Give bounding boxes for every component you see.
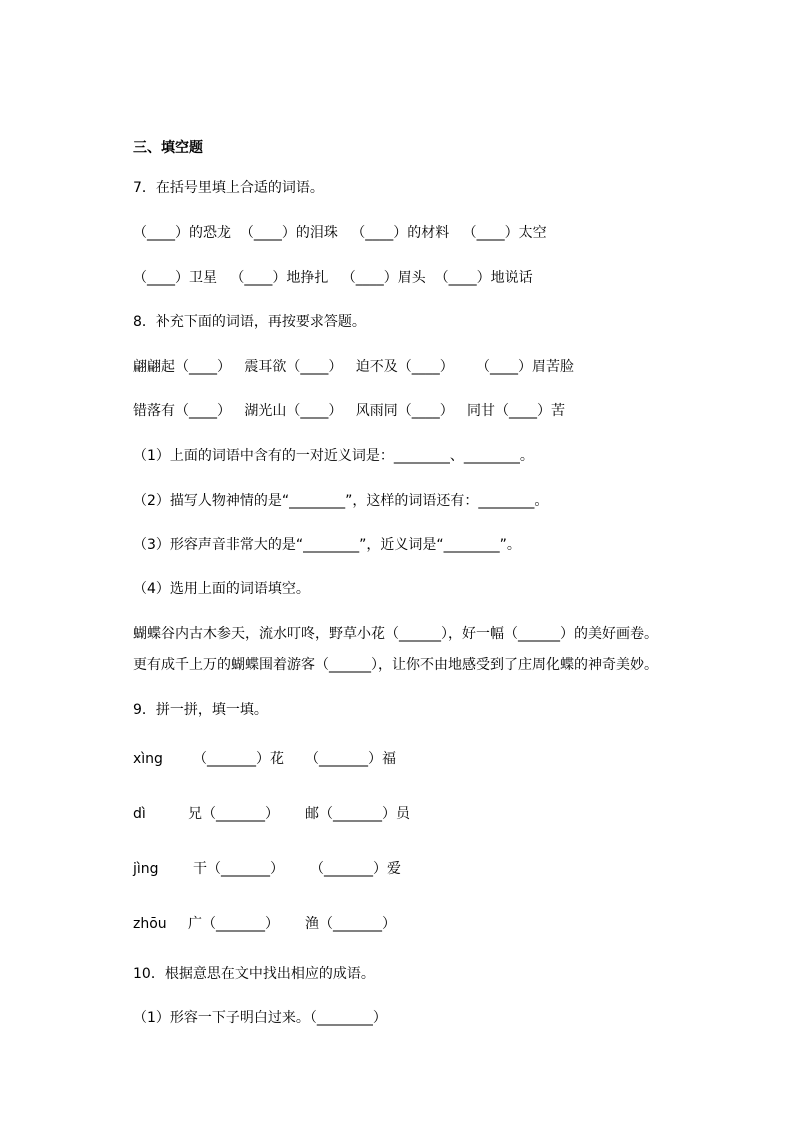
pinyin-label: jìng (133, 861, 159, 877)
question-8-sub-3: （3）形容声音非常大的是“________”，近义词是“________”。 (133, 537, 521, 553)
pinyin-blank: 广（_______） (188, 916, 279, 932)
pinyin-blank: 干（_______） (193, 861, 284, 877)
pinyin-blank: 兄（_______） (188, 806, 279, 822)
question-10-sub-1: （1）形容一下子明白过来。（________） (133, 1010, 387, 1026)
pinyin-blank: （_______）花 (193, 751, 284, 767)
question-8-passage-line-1: 蝴蝶谷内古木参天，流水叮咚，野草小花（______），好一幅（______）的美好画卷。 (133, 626, 658, 642)
question-7-row-1: （____）的恐龙 （____）的泪珠 （____）的材料 （____）太空 (133, 225, 547, 241)
pinyin-blank: （_______）福 (305, 751, 396, 767)
question-8-sub-4: （4）选用上面的词语填空。 (133, 581, 310, 597)
pinyin-blank: （_______）爱 (310, 861, 401, 877)
pinyin-label: dì (133, 806, 146, 822)
question-10-prompt: 10．根据意思在文中找出相应的成语。 (133, 966, 375, 982)
question-8-sub-1: （1）上面的词语中含有的一对近义词是：________、________。 (133, 448, 534, 464)
question-8-row-2: 错落有（____） 湖光山（____） 风雨同（____） 同甘（____）苦 (133, 403, 566, 419)
question-8-passage-line-2: 更有成千上万的蝴蝶围着游客（______），让你不由地感受到了庄周化蝶的神奇美妙。 (133, 657, 658, 673)
question-7-prompt: 7．在括号里填上合适的词语。 (133, 180, 324, 196)
question-8-sub-2: （2）描写人物神情的是“________”，这样的词语还有：________。 (133, 493, 549, 509)
section-title: 三、填空题 (133, 140, 203, 156)
question-8-prompt: 8．补充下面的词语，再按要求答题。 (133, 314, 366, 330)
pinyin-label: zhōu (133, 916, 167, 932)
question-7-row-2: （____）卫星 （____）地挣扎 （____）眉头 （____）地说话 (133, 270, 533, 286)
question-9-prompt: 9．拼一拼，填一填。 (133, 702, 268, 718)
pinyin-label: xìng (133, 751, 163, 767)
pinyin-blank: 邮（_______）员 (305, 806, 410, 822)
question-8-row-1: 翩翩起（____） 震耳欲（____） 迫不及（____） （____）眉苦脸 (133, 359, 574, 375)
pinyin-blank: 渔（_______） (305, 916, 396, 932)
